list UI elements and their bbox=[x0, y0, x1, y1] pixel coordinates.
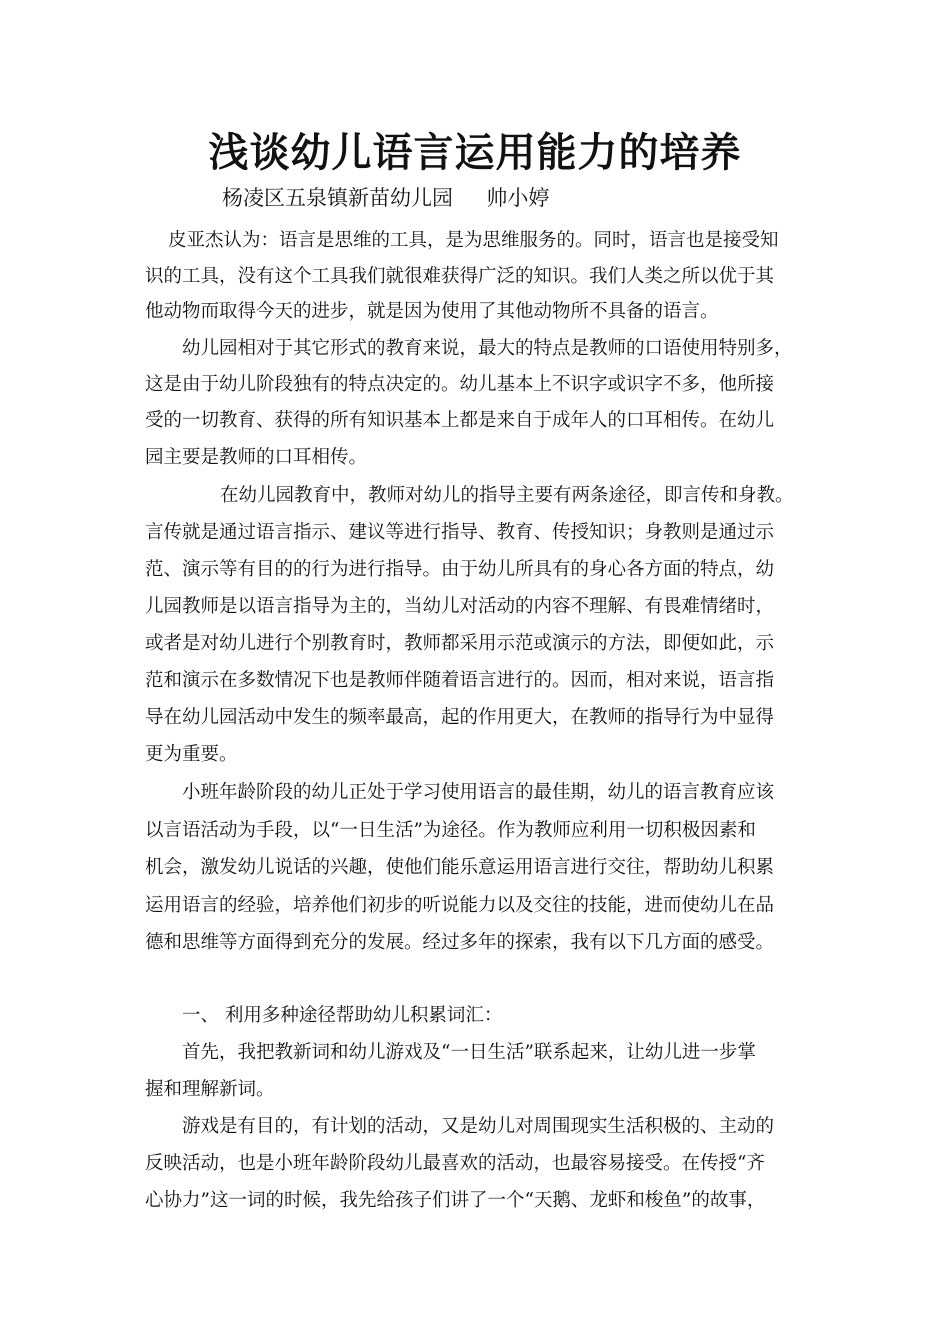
text-line: 在幼儿园教育中，教师对幼儿的指导主要有两条途径，即言传和身教。 bbox=[220, 485, 794, 506]
text-line: 范、演示等有目的的行为进行指导。由于幼儿所具有的身心各方面的特点，幼 bbox=[145, 559, 775, 580]
text-line: 更为重要。 bbox=[145, 744, 238, 765]
text-line: 识的工具，没有这个工具我们就很难获得广泛的知识。我们人类之所以优于其 bbox=[145, 266, 775, 287]
text-line: 这是由于幼儿阶段独有的特点决定的。幼儿基本上不识字或识字不多，他所接 bbox=[145, 374, 775, 395]
text-line: 幼儿园相对于其它形式的教育来说，最大的特点是教师的口语使用特别多， bbox=[182, 338, 793, 359]
text-line: 运用语言的经验，培养他们初步的听说能力以及交往的技能，进而使幼儿在品 bbox=[145, 895, 775, 916]
text-line: 反映活动，也是小班年龄阶段幼儿最喜欢的活动，也最容易接受。在传授“齐 bbox=[145, 1153, 765, 1174]
text-line: 导在幼儿园活动中发生的频率最高，起的作用更大，在教师的指导行为中显得 bbox=[145, 707, 775, 728]
text-line: 受的一切教育、获得的所有知识基本上都是来自于成年人的口耳相传。在幼儿 bbox=[145, 410, 775, 431]
author-byline: 杨凌区五泉镇新苗幼儿园 帅小婷 bbox=[222, 186, 550, 210]
text-line: 范和演示在多数情况下也是教师伴随着语言进行的。因而，相对来说，语言指 bbox=[145, 670, 775, 691]
text-line: 园主要是教师的口耳相传。 bbox=[145, 447, 368, 468]
section-heading: 一、 利用多种途径帮助幼儿积累词汇： bbox=[182, 1005, 503, 1026]
document-title: 浅谈幼儿语言运用能力的培养 bbox=[208, 129, 742, 176]
text-line: 游戏是有目的，有计划的活动，又是幼儿对周围现实生活积极的、主动的 bbox=[182, 1116, 775, 1137]
text-line: 小班年龄阶段的幼儿正处于学习使用语言的最佳期，幼儿的语言教育应该 bbox=[182, 782, 775, 803]
text-line: 以言语活动为手段，以“一日生活”为途径。作为教师应利用一切积极因素和 bbox=[145, 820, 756, 841]
text-line: 或者是对幼儿进行个别教育时，教师都采用示范或演示的方法，即便如此，示 bbox=[145, 633, 775, 654]
text-line: 皮亚杰认为：语言是思维的工具，是为思维服务的。同时，语言也是接受知 bbox=[168, 230, 779, 251]
text-line: 首先，我把教新词和幼儿游戏及“一日生活”联系起来，让幼儿进一步掌 bbox=[182, 1042, 756, 1063]
text-line: 言传就是通过语言指示、建议等进行指导、教育、传授知识；身教则是通过示 bbox=[145, 522, 775, 543]
text-line: 儿园教师是以语言指导为主的，当幼儿对活动的内容不理解、有畏难情绪时， bbox=[145, 596, 775, 617]
text-line: 德和思维等方面得到充分的发展。经过多年的探索，我有以下几方面的感受。 bbox=[145, 932, 775, 953]
text-line: 机会，激发幼儿说话的兴趣，使他们能乐意运用语言进行交往，帮助幼儿积累 bbox=[145, 857, 775, 878]
text-line: 心协力”这一词的时候，我先给孩子们讲了一个“天鹅、龙虾和梭鱼”的故事， bbox=[145, 1190, 766, 1211]
text-line: 他动物而取得今天的进步，就是因为使用了其他动物所不具备的语言。 bbox=[145, 301, 719, 322]
text-line: 握和理解新词。 bbox=[145, 1079, 275, 1100]
